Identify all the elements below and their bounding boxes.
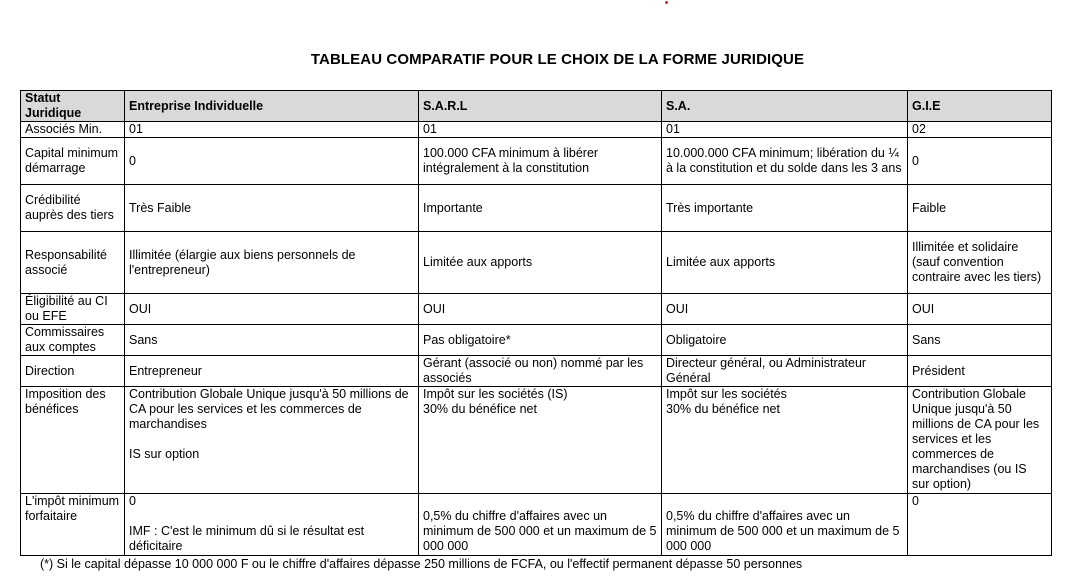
table-cell: 01 <box>125 122 419 138</box>
table-cell: Illimitée (élargie aux biens personnels de l'entrepreneur) <box>125 232 419 294</box>
table-cell: 01 <box>662 122 908 138</box>
table-row <box>21 387 1052 494</box>
table-row <box>21 138 1052 185</box>
table-cell: Limitée aux apports <box>419 232 662 294</box>
table-cell: Impôt sur les sociétés (IS) 30% du bénéfice net <box>419 387 662 494</box>
table-cell: 01 <box>419 122 662 138</box>
table-cell: 100.000 CFA minimum à libérer intégralement à la constitution <box>419 138 662 185</box>
header-cell: S.A. <box>662 91 908 122</box>
table-cell: Très Faible <box>125 185 419 232</box>
header-cell: Entreprise Individuelle <box>125 91 419 122</box>
page-title: TABLEAU COMPARATIF POUR LE CHOIX DE LA FORME JURIDIQUE <box>310 51 805 68</box>
row-label: Commissaires aux comptes <box>21 325 125 356</box>
table-row <box>21 122 1052 138</box>
table-cell: Président <box>908 356 1052 387</box>
row-label: Imposition des bénéfices <box>21 387 125 494</box>
row-label: Capital minimum démarrage <box>21 138 125 185</box>
table-row <box>21 494 1052 556</box>
table-cell: Gérant (associé ou non) nommé par les associés <box>419 356 662 387</box>
header-cell: Statut Juridique <box>21 91 125 122</box>
table-cell <box>125 387 419 494</box>
footnote: (*) Si le capital dépasse 10 000 000 F ou le chiffre d'affaires dépasse 250 millions de FCFA, ou l'effectif permanent dépasse 50 personnes <box>40 557 803 571</box>
table-cell: 10.000.000 CFA minimum; libération du ¼ à la constitution et du solde dans les 3 ans <box>662 138 908 185</box>
row-label: Responsabilité associé <box>21 232 125 294</box>
table-cell: Limitée aux apports <box>662 232 908 294</box>
table-cell: Sans <box>125 325 419 356</box>
header-cell: S.A.R.L <box>419 91 662 122</box>
table-cell: OUI <box>908 294 1052 325</box>
table-row <box>21 232 1052 294</box>
table-row <box>21 294 1052 325</box>
table-cell: 0 <box>125 138 419 185</box>
table-cell: Impôt sur les sociétés 30% du bénéfice net <box>662 387 908 494</box>
table-cell: Pas obligatoire* <box>419 325 662 356</box>
table-cell: Contribution Globale Unique jusqu'à 50 millions de CA pour les services et les commerces de marchandises (ou IS sur option) <box>908 387 1052 494</box>
header-cell: G.I.E <box>908 91 1052 122</box>
table-cell: Obligatoire <box>662 325 908 356</box>
table-row <box>21 185 1052 232</box>
row-label: Crédibilité auprès des tiers <box>21 185 125 232</box>
table-cell: 0 <box>908 138 1052 185</box>
comparison-table <box>20 90 1052 556</box>
cell-text: 0,5% du chiffre d'affaires avec un minimum de 500 000 et un maximum de 5 000 000 <box>666 509 900 553</box>
table-cell: OUI <box>125 294 419 325</box>
cell-text: 0 <box>129 494 136 508</box>
table-cell: Très importante <box>662 185 908 232</box>
table-row <box>21 325 1052 356</box>
table-cell: OUI <box>662 294 908 325</box>
red-dot-mark <box>665 1 668 4</box>
table-cell: 0 <box>908 494 1052 556</box>
table-cell: Faible <box>908 185 1052 232</box>
table-cell: Sans <box>908 325 1052 356</box>
table-cell: Entrepreneur <box>125 356 419 387</box>
table-cell: 02 <box>908 122 1052 138</box>
table-cell <box>125 494 419 556</box>
row-label: Direction <box>21 356 125 387</box>
table-cell <box>419 494 662 556</box>
table-header-row <box>21 91 1052 122</box>
row-label: Associés Min. <box>21 122 125 138</box>
cell-text: Contribution Globale Unique jusqu'à 50 millions de CA pour les services et les commerces de marchandises <box>129 387 409 431</box>
cell-text: IMF : C'est le minimum dû si le résultat est déficitaire <box>129 524 365 553</box>
table-row <box>21 356 1052 387</box>
table-cell: Directeur général, ou Administrateur Général <box>662 356 908 387</box>
cell-text: 0,5% du chiffre d'affaires avec un minimum de 500 000 et un maximum de 5 000 000 <box>423 509 657 553</box>
table-cell: Importante <box>419 185 662 232</box>
row-label: L'impôt minimum forfaitaire <box>21 494 125 556</box>
table-cell: Illimitée et solidaire (sauf convention contraire avec les tiers) <box>908 232 1052 294</box>
cell-text: IS sur option <box>129 447 200 461</box>
table-cell <box>662 494 908 556</box>
row-label: Éligibilité au CI ou EFE <box>21 294 125 325</box>
table-cell: OUI <box>419 294 662 325</box>
